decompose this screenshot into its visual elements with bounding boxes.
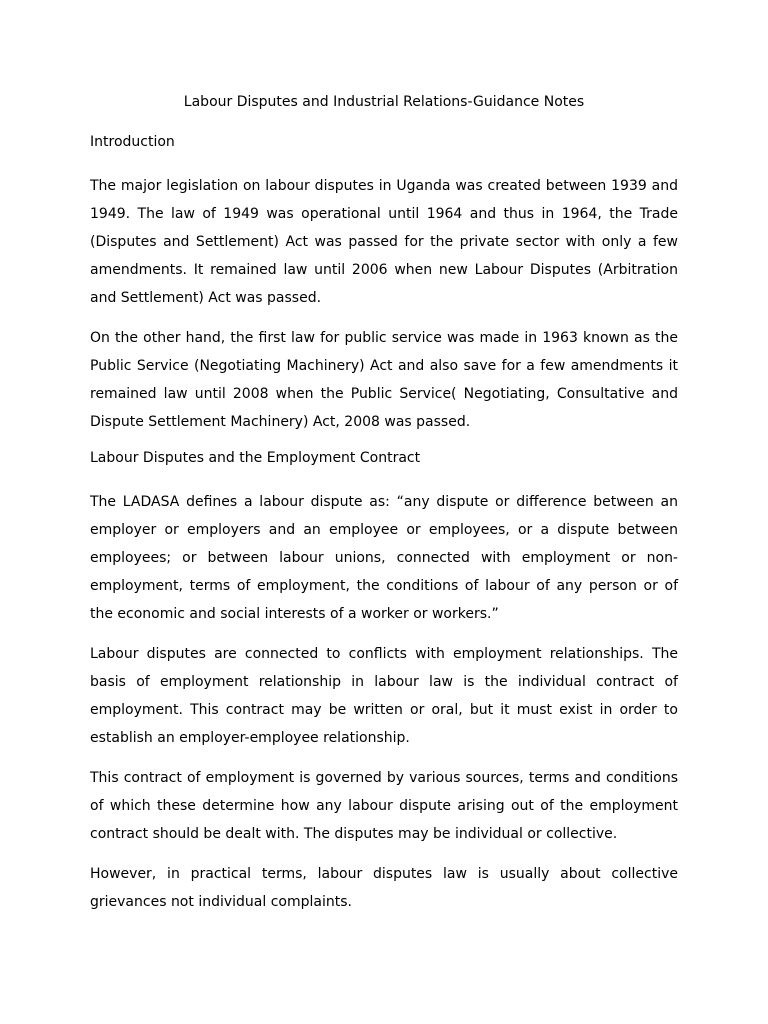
paragraph: This contract of employment is governed by various sources, terms and conditions of which these determine how any labour dispute arising out of the employment contract should be dealt with. The disputes may be individual or collective. [90, 770, 678, 842]
paragraph: However, in practical terms, labour disputes law is usually about collective grievances not individual complaints. [90, 866, 678, 910]
document-title: Labour Disputes and Industrial Relations-Guidance Notes [183, 94, 585, 110]
section-heading-introduction: Introduction [90, 134, 175, 150]
document-page [90, 92, 678, 928]
paragraph: On the other hand, the first law for public service was made in 1963 known as the Public Service (Negotiating Machinery) Act and also save for a few amendments it remained law until 2008 when the Public Service( Negotiating, Consultative and Dispute Settlement Machinery) Act, 2008 was passed. [90, 330, 678, 430]
paragraph: The major legislation on labour disputes in Uganda was created between 1939 and 1949. The law of 1949 was operational until 1964 and thus in 1964, the Trade (Disputes and Settlement) Act was passed for the private sector with only a few amendments. It remained law until 2006 when new Labour Disputes (Arbitration and Settlement) Act was passed. [90, 178, 678, 306]
paragraph: Labour disputes are connected to conflicts with employment relationships. The basis of employment relationship in labour law is the individual contract of employment. This contract may be written or oral, but it must exist in order to establish an employer-employee relationship. [90, 646, 678, 746]
paragraph: The LADASA defines a labour dispute as: “any dispute or difference between an employer or employers and an employee or employees, or a dispute between employees; or between labour unions, connected with employment or non-employment, terms of employment, the conditions of labour of any person or of the economic and social interests of a worker or workers.” [90, 494, 678, 622]
section-heading-employment-contract: Labour Disputes and the Employment Contract [90, 450, 421, 466]
